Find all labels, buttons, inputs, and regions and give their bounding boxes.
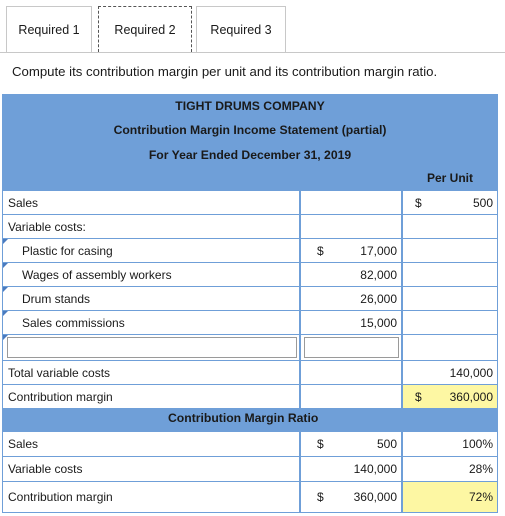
sales-dollar-sign: $ [415,195,422,210]
income-statement-table [2,94,498,513]
item-label-input[interactable]: Plastic for casing [22,243,113,258]
ratio-pct: 72% [468,490,493,504]
ratio-amount: 360,000 [353,490,397,504]
ratio-amount: 140,000 [353,462,397,476]
empty-cell [403,263,497,286]
ratio-row-label: Variable costs [8,462,83,476]
dropdown-marker-icon [3,263,8,268]
item-label-input[interactable]: Wages of assembly workers [22,267,172,282]
cm-label: Contribution margin [8,389,113,404]
tab-required-1[interactable] [6,6,92,52]
variable-costs-label: Variable costs: [8,219,86,234]
empty-label-input[interactable] [7,337,297,358]
tab-label: Required 3 [210,22,272,37]
empty-cell [403,335,497,360]
sales-per-unit-value: 500 [472,195,493,210]
item-amount: 17,000 [360,243,397,258]
empty-cell [403,287,497,310]
dropdown-marker-icon [3,287,8,292]
ratio-row-label: Sales [8,437,39,451]
tab-bar [0,0,505,52]
tab-required-3[interactable] [196,6,286,52]
empty-cell [403,239,497,262]
item-amount: 26,000 [360,291,397,306]
empty-cell [301,361,401,384]
instruction-text: Compute its contribution margin per unit and its contribution margin ratio. [12,64,438,79]
total-variable-label: Total variable costs [8,365,111,380]
empty-cell [301,215,401,238]
tab-label: Required 1 [18,22,80,37]
empty-cell [301,385,401,408]
item-label-input[interactable]: Sales commissions [22,315,125,330]
item-dollar-sign: $ [317,243,324,258]
empty-amount-input[interactable] [304,337,399,358]
ratio-amount: 500 [376,437,397,451]
sales-label: Sales [8,195,39,210]
tab-divider [0,52,505,53]
cm-dollar-sign: $ [415,389,422,404]
empty-cell [403,311,497,334]
tab-label: Required 2 [114,22,176,37]
sales-empty-cell [301,191,401,214]
empty-cell [403,215,497,238]
dropdown-marker-icon [3,311,8,316]
item-amount: 15,000 [360,315,397,330]
ratio-dollar-sign: $ [317,437,324,451]
company-name: TIGHT DRUMS COMPANY [175,99,325,113]
item-label-input[interactable]: Drum stands [22,291,91,306]
statement-title: Contribution Margin Income Statement (partial) [113,123,387,137]
total-variable-value: 140,000 [449,365,493,380]
ratio-title: Contribution Margin Ratio [168,411,319,425]
ratio-dollar-sign: $ [317,490,324,504]
statement-period: For Year Ended December 31, 2019 [148,148,352,162]
ratio-pct: 28% [468,462,493,476]
dropdown-marker-icon [3,239,8,244]
item-amount: 82,000 [360,267,397,282]
ratio-pct: 100% [462,437,493,451]
tab-required-2[interactable] [98,6,192,52]
ratio-row-label: Contribution margin [8,490,113,504]
cm-per-unit-value: 360,000 [449,389,493,404]
per-unit-header: Per Unit [426,171,473,185]
